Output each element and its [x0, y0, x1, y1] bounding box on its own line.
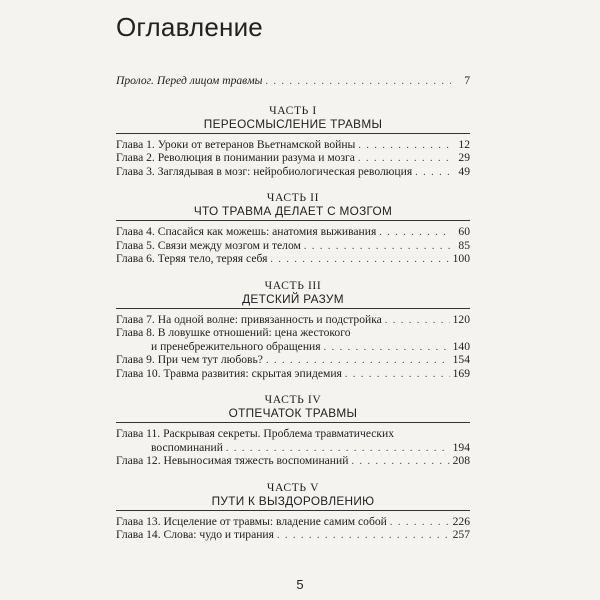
toc-entry: [116, 252, 470, 266]
entry-page: 154: [452, 353, 470, 366]
leader-dots: [358, 152, 451, 166]
entry-page: 257: [452, 528, 470, 541]
entry-label: Глава 14. Слова: чудо и тирания: [116, 528, 274, 541]
toc-part: [116, 481, 470, 542]
part-title: ОТПЕЧАТОК ТРАВМЫ: [116, 406, 470, 423]
entry-label: Глава 1. Уроки от ветеранов Вьетнамской войны: [116, 137, 356, 151]
toc-entry: [116, 528, 470, 542]
entry-label: Пролог. Перед лицом травмы: [116, 74, 263, 87]
part-title: ПЕРЕОСМЫСЛЕНИЕ ТРАВМЫ: [116, 117, 470, 134]
page-number: 5: [296, 577, 304, 592]
page-title: Оглавление: [116, 12, 263, 42]
toc-entry: [116, 454, 470, 468]
part-number: ЧАСТЬ I: [269, 103, 317, 117]
entry-page: 85: [458, 238, 470, 252]
toc-part: [116, 279, 470, 381]
toc-entry: [116, 165, 470, 179]
toc-entry-prolog: [116, 74, 470, 88]
entry-page: 208: [452, 454, 470, 467]
leader-dots: [304, 240, 451, 254]
leader-dots: [358, 139, 451, 153]
entry-label: Глава 9. При чем тут любовь?: [116, 353, 263, 366]
toc-part: [116, 104, 470, 179]
leader-dots: [270, 253, 449, 267]
toc-part: [116, 393, 470, 468]
toc-entry: [116, 340, 470, 354]
entry-page: 7: [464, 74, 470, 87]
entry-page: 140: [452, 339, 470, 353]
leader-dots: [385, 314, 450, 328]
toc-entry: [116, 151, 470, 165]
leader-dots: [265, 75, 451, 89]
entry-label-line1: Глава 11. Раскрывая секреты. Проблема травматических: [116, 427, 395, 440]
leader-dots: [390, 516, 450, 530]
toc-entry: [116, 515, 470, 529]
parts-container: [116, 104, 470, 542]
entry-label: и пренебрежительного обращения: [151, 339, 321, 353]
leader-dots: [324, 341, 450, 355]
entry-label: Глава 2. Революция в понимании разума и мозга: [116, 151, 355, 164]
entry-page: 12: [458, 137, 470, 151]
entry-label: Глава 4. Спасайся как можешь: анатомия выживания: [116, 225, 377, 238]
leader-dots: [379, 226, 451, 240]
entry-page: 226: [452, 514, 470, 528]
part-title: ЧТО ТРАВМА ДЕЛАЕТ С МОЗГОМ: [116, 204, 470, 221]
leader-dots: [415, 166, 451, 180]
entry-page: 100: [452, 252, 470, 265]
entry-label: Глава 12. Невыносимая тяжесть воспоминаний: [116, 454, 349, 467]
part-number: ЧАСТЬ V: [266, 480, 320, 494]
entry-page: 29: [458, 151, 470, 164]
part-title: ПУТИ К ВЫЗДОРОВЛЕНИЮ: [116, 494, 470, 511]
entry-page: 169: [452, 366, 470, 380]
table-of-contents: [116, 74, 470, 542]
part-number: ЧАСТЬ III: [264, 278, 322, 292]
entry-label: Глава 3. Заглядывая в мозг: нейробиологическая революция: [116, 164, 413, 178]
entry-label: Глава 6. Теряя тело, теряя себя: [116, 252, 268, 265]
entry-page: 120: [452, 312, 470, 326]
toc-entry: [116, 313, 470, 327]
toc-entry: [116, 441, 470, 455]
leader-dots: [345, 368, 450, 382]
part-title: ДЕТСКИЙ РАЗУМ: [116, 292, 470, 309]
toc-entry: [116, 353, 470, 367]
entry-label: Глава 5. Связи между мозгом и телом: [116, 238, 301, 252]
toc-entry: [116, 367, 470, 381]
entry-label: воспоминаний: [151, 440, 223, 454]
part-number: ЧАСТЬ IV: [264, 393, 322, 406]
entry-label: Глава 10. Травма развития: скрытая эпидемия: [116, 366, 342, 380]
leader-dots: [351, 455, 449, 469]
part-number: ЧАСТЬ II: [266, 191, 320, 204]
leader-dots: [266, 354, 450, 368]
toc-entry: [116, 138, 470, 152]
entry-page: 194: [452, 440, 470, 454]
leader-dots: [226, 442, 450, 456]
toc-entry: [116, 239, 470, 253]
entry-label: Глава 13. Исцеление от травмы: владение самим собой: [116, 514, 387, 528]
entry-label: Глава 7. На одной волне: привязанность и подстройка: [116, 312, 382, 326]
leader-dots: [277, 529, 450, 543]
entry-label-line1: Глава 8. В ловушке отношений: цена жестокого: [116, 326, 351, 339]
entry-page: 49: [458, 164, 470, 178]
entry-page: 60: [458, 225, 470, 238]
toc-part: [116, 191, 470, 266]
toc-entry: [116, 225, 470, 239]
